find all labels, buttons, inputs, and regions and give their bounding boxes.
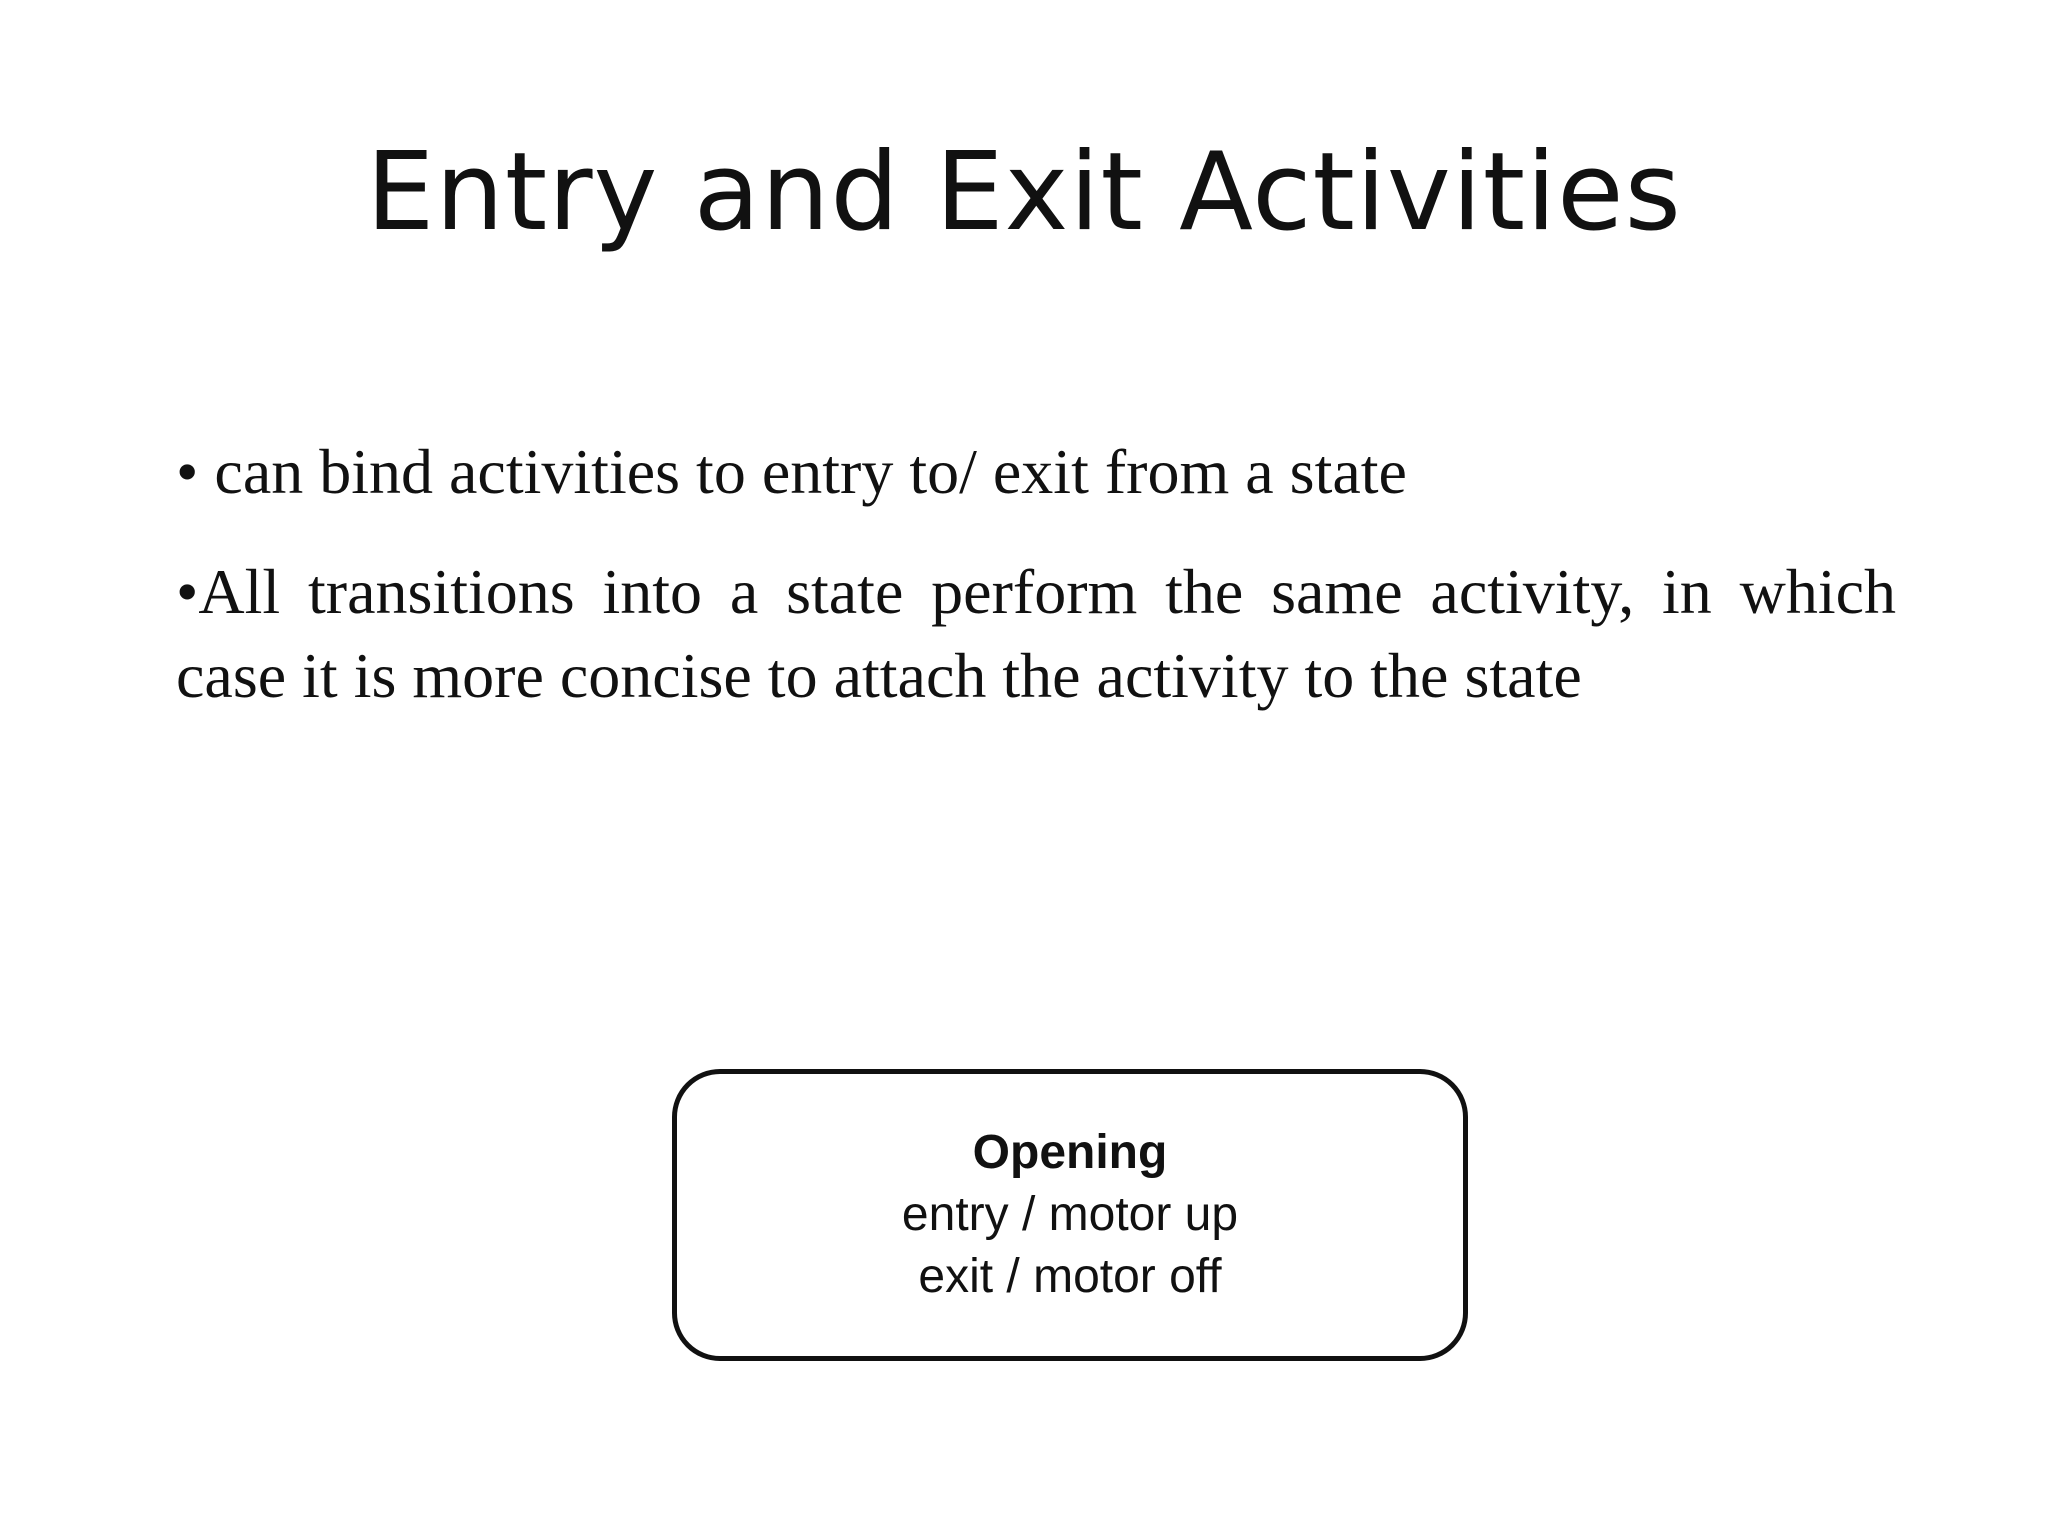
bullet-point: •All transitions into a state perform the same activity, in which case it is more concise to attach the activity to the state xyxy=(176,556,1896,711)
state-entry-activity: entry / motor up xyxy=(901,1188,1239,1241)
slide-body xyxy=(176,430,1896,754)
state-name: Opening xyxy=(972,1126,1168,1179)
slide-title: Entry and Exit Activities xyxy=(366,130,1682,255)
state-exit-activity: exit / motor off xyxy=(918,1250,1222,1303)
bullet-point: • can bind activities to entry to/ exit from a state xyxy=(176,436,1407,507)
state-diagram-box xyxy=(672,1069,1468,1361)
